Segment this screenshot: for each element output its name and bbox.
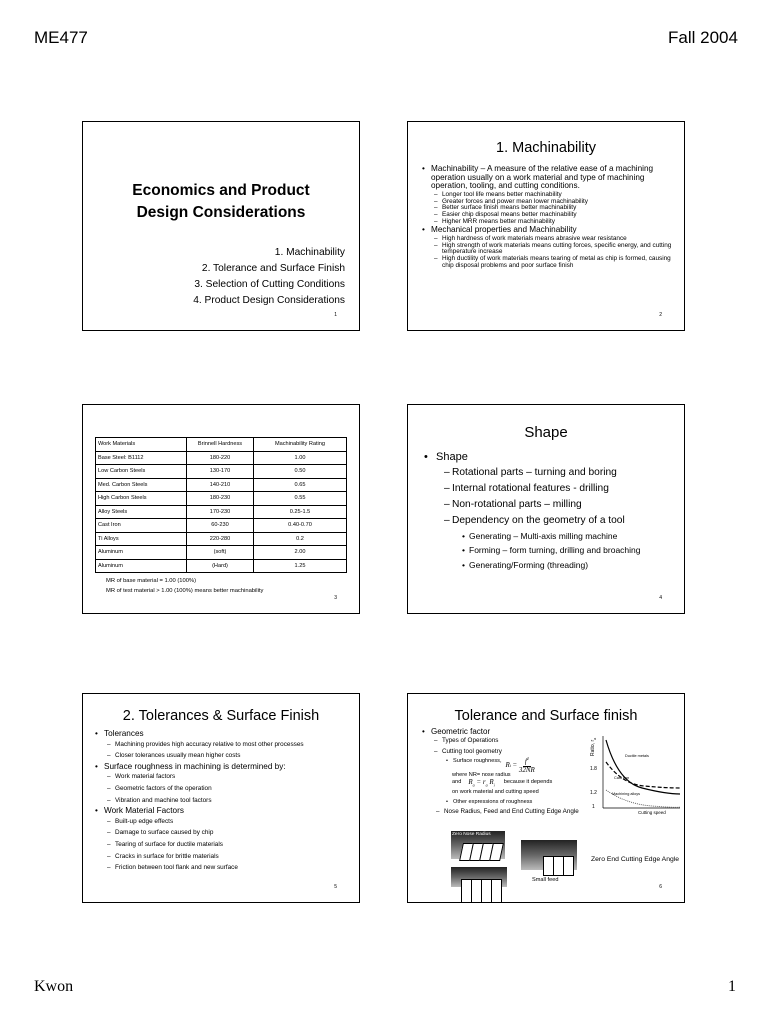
depends-text: on work material and cutting speed [452,789,539,796]
bullet: • Tolerances [95,729,144,738]
slide-4 [407,404,685,614]
formula-equals: = [512,761,517,770]
sub-bullet-text: Higher MRR means better machinability [442,217,555,225]
ratio-vs-speed-graph [592,732,682,822]
sub-bullet-text: Easier chip disposal means better machinability [442,210,577,218]
sub-bullet: – High strength of work materials means cutting forces, specific energy, and cutting temperature increase [422,243,676,256]
sub-sub-bullet-text: Generating/Forming (threading) [469,559,589,570]
course-header: ME477 [34,28,88,47]
bullet: • Surface roughness in machining is determined by: [95,761,286,771]
formula-where: where NR= nose radius [452,771,511,778]
sub-bullet: – Nose Radius, Feed and End Cutting Edge Angle [436,808,579,816]
bullet-text: Surface roughness in machining is determined by: [104,761,286,771]
bullet-text: Machinability – A measure of the relative ease of a machining operation usually on a work material and type of machining operation, tooling, and cutting conditions. [431,164,654,191]
table-row [96,532,347,546]
table-header: Machinability Rating [254,438,347,452]
table-cell: High Carbon Steels [96,492,187,506]
table-cell: 0.25-1.5 [254,505,347,519]
sub-sub-bullet-text: Generating – Multi-axis milling machine [469,530,618,541]
y-axis-label [590,738,597,756]
sub-bullet-text: Closer tolerances usually mean higher costs [115,752,241,760]
table-cell: Aluminum [96,546,187,560]
image-label: Zero Nose Radius [452,832,491,837]
because-text: because it depends [503,779,553,786]
ra-formula-ri-subscript: i [493,782,495,788]
table-cell: 140-210 [187,478,254,492]
sub-sub-bullet: • Generating/Forming (threading) [424,558,676,573]
slide-number: 2 [659,312,662,318]
sub-bullet: – Cracks in surface for brittle materials [95,851,351,863]
table-cell: Ti Alloys [96,532,187,546]
formula-subscript: i [509,763,511,769]
sub-bullet-text: High hardness of work materials means abrasive wear resistance [442,235,627,243]
slide-5-title: 2. Tolerances & Surface Finish [122,708,320,724]
slide-number: 1 [334,312,337,318]
bullet: • Machinability – A measure of the relative ease of a machining operation usually on a work material and type of machining operation, tooling, and cutting conditions. [422,165,676,191]
table-cell: 0.55 [254,492,347,506]
table-cell: 1.00 [254,451,347,465]
table-row [96,478,347,492]
series-label: Machining alloys [612,792,641,796]
sub-bullet: – Dependency on the geometry of a tool [424,513,676,529]
table-cell: Med. Carbon Steels [96,478,187,492]
table-row [96,451,347,465]
sub-sub-bullet-text: Surface roughness, [453,758,502,765]
sub-bullet-text: Nose Radius, Feed and End Cutting Edge Angle [444,808,579,816]
table-cell: 0.50 [254,465,347,479]
sub-bullet: – Closer tolerances usually mean higher costs [95,750,351,762]
author-footer: Kwon [34,978,74,995]
slide-6-body [422,728,592,817]
outline-item: 4. Product Design Considerations [193,295,345,306]
sub-bullet: – Rotational parts – turning and boring [424,465,676,481]
note: MR of test material > 1.00 (100%) means better machinability [106,588,264,594]
bullet: • Shape [424,451,468,463]
sub-bullet-text: Greater forces and power mean lower machinability [442,197,588,205]
ra-formula-ri: R [489,777,494,786]
formula-lhs: R [505,761,510,770]
ra-formula-lhs: R [468,777,473,786]
table-cell: Aluminum [96,559,187,573]
sub-bullet-text: Dependency on the geometry of a tool [452,514,625,526]
sub-bullet: – High ductility of work materials means tearing of metal as chip is formed, causing chip disposal problems and poor surface finish [422,256,676,269]
sub-sub-bullet: • Forming – form turning, drilling and broaching [424,543,676,558]
note: MR of base material = 1.00 (100%) [106,578,197,584]
slide-1-title [83,180,359,225]
table-cell: Alloy Steels [96,505,187,519]
outline-item: 3. Selection of Cutting Conditions [194,279,345,290]
tool-tooth [563,856,574,876]
x-axis-label: Cutting speed [638,810,666,815]
sub-bullet-text: Internal rotational features - drilling [452,482,609,494]
table-cell: 170-230 [187,505,254,519]
table-cell: (soft) [187,546,254,560]
bullet-text: Work Material Factors [104,806,184,816]
table-cell: 2.00 [254,546,347,560]
table-cell: 180-230 [187,492,254,506]
sub-bullet: – Vibration and machine tool factors [95,795,351,807]
fraction [519,757,535,773]
sub-bullet-text: Longer tool life means better machinability [442,190,562,198]
y-tick: 1 [592,804,595,810]
sub-bullet-text: Better surface finish means better machinability [442,204,577,212]
slide-4-body [424,452,676,572]
sub-bullet: – Non-rotational parts – milling [424,497,676,513]
ra-formula-subscript: a [472,782,475,788]
slide-2-title: 1. Machinability [496,140,596,156]
sub-bullet: – Types of Operations [422,736,592,747]
slide-2 [407,121,685,331]
sub-bullet-text: Geometric factors of the operation [115,785,212,792]
term-header: Fall 2004 [668,28,738,47]
slide-1 [82,121,360,331]
slide-6 [407,693,685,903]
sub-sub-bullet-text: Other expressions of roughness [453,799,533,806]
sub-bullet-text: Types of Operations [442,737,499,745]
sub-bullet-text: High ductility of work materials means tearing of metal as chip is formed, causing chip disposal problems and poor surface finish [442,255,671,269]
sub-bullets [422,192,676,226]
formula-exponent: 2 [526,756,529,762]
slide-1-title-line2: Design Considerations [136,204,306,222]
y-tick: 1.8 [590,766,597,772]
table-cell: 220-280 [187,532,254,546]
slide-5-body [95,730,351,874]
y-axis-label-sub: a [593,737,597,740]
formula-denominator: 32NR [518,765,535,774]
slide-1-title-line1: Economics and Product [132,182,310,199]
sub-bullet: – Greater forces and power mean lower machinability [434,197,588,205]
table-cell: 1.25 [254,559,347,573]
graph-svg [592,732,682,822]
table-cell: 180-220 [187,451,254,465]
sub-bullet-text: Friction between tool flank and new surface [115,864,238,872]
sub-bullet: – Easier chip disposal means better machinability [434,210,577,218]
table-cell: 0.2 [254,532,347,546]
table-cell: 0.40-0.70 [254,519,347,533]
outline-item: 1. Machinability [274,247,345,258]
sub-bullet-text: Damage to surface caused by chip [115,829,214,837]
sub-bullet: – Built-up edge effects [95,816,351,828]
ra-formula-ratio-subscript: a [485,782,488,788]
sub-bullets [95,739,351,762]
sub-bullets [424,465,676,529]
sub-bullet-text: Built-up edge effects [115,817,174,825]
table-header: Brinnell Hardness [187,438,254,452]
bullet-text: Shape [436,451,468,463]
bullet-text: Mechanical properties and Machinability [431,225,577,235]
sub-bullet: – High hardness of work materials means abrasive wear resistance [434,235,627,243]
cast-iron-curve [606,762,680,788]
page-number: 1 [728,978,736,995]
sub-bullet-text: Non-rotational parts – milling [452,498,582,510]
zero-ecea-image [521,840,577,876]
table-cell: Low Carbon Steels [96,465,187,479]
sub-bullet: – Longer tool life means better machinability [434,190,562,198]
bullet: • Work Material Factors [95,806,184,816]
sub-sub-bullet: • Surface roughness, R i = $\frac{f^2}{32NR}$ [446,756,535,774]
table-row [96,559,347,573]
sub-bullet-text: Vibration and machine tool factors [115,796,212,804]
sub-bullet-text: Rotational parts – turning and boring [452,466,617,478]
slide-6-title: Tolerance and Surface finish [454,708,638,724]
slide-2-body [422,165,676,270]
machinability-table [95,437,347,573]
table-cell: Cast Iron [96,519,187,533]
table-cell: 60-230 [187,519,254,533]
formula-ra-line [422,778,592,787]
sub-bullet: – Geometric factors of the operation [95,783,351,795]
bullet-text: Tolerances [104,729,144,738]
table-cell: (Hard) [187,559,254,573]
table-header-row [96,438,347,452]
sub-sub-bullet: • Other expressions of roughness [446,799,533,806]
sub-bullets [95,771,351,806]
tool-tooth [491,879,502,903]
slide-5 [82,693,360,903]
slide-number: 6 [659,884,662,890]
outline-item: 2. Tolerance and Surface Finish [201,263,345,274]
small-feed-label: Small feed [532,877,559,883]
table-cell: 130-170 [187,465,254,479]
sub-bullet-text: Work material factors [115,773,176,781]
table-row [96,492,347,506]
sub-bullet: – Better surface finish means better machinability [434,204,577,212]
table-header: Work Materials [96,438,187,452]
table-body [96,451,347,573]
sub-bullet-text: High strength of work materials means cutting forces, specific energy, and cutting temperature increase [442,241,672,256]
sub-bullet: – Friction between tool flank and new surface [95,862,351,874]
small-feed-image [451,867,507,903]
sub-bullet: – Tearing of surface for ductile materials [95,839,351,851]
sub-sub-bullet-text: Forming – form turning, drilling and broaching [469,545,641,556]
sub-bullet: – Internal rotational features - drilling [424,481,676,497]
table-notes [106,576,263,596]
table-cell: 0.65 [254,478,347,492]
sub-bullets [95,816,351,874]
table-row [96,519,347,533]
sub-bullet-text: Machining provides high accuracy relative to most other processes [115,740,304,748]
sub-bullet: – Cutting tool geometry [422,747,592,758]
sub-bullet: – Higher MRR means better machinability [434,217,555,225]
y-axis-label-text: Ratio, r [590,739,596,756]
series-label: Cast iron [614,776,630,780]
ra-formula-equals: = r [476,777,486,786]
sub-bullet: – Machining provides high accuracy relative to most other processes [95,739,351,751]
sub-bullet: – Damage to surface caused by chip [95,827,351,839]
sub-bullet: – Work material factors [95,771,351,783]
table-row [96,546,347,560]
sub-bullets [422,236,676,270]
slide-3 [82,404,360,614]
sub-bullet-text: Cutting tool geometry [442,747,502,755]
slide-number: 3 [334,595,337,601]
table-cell: Base Steel: B1112 [96,451,187,465]
slide-number: 5 [334,884,337,890]
and-word: and [452,779,462,786]
sub-bullet-text: Tearing of surface for ductile materials [115,840,223,848]
slide-4-title: Shape [524,424,568,441]
slide-1-outline [193,245,345,309]
formula-numerator: f [524,757,527,766]
bullet: • Mechanical properties and Machinability [422,225,577,235]
zero-nose-radius-image [451,831,505,861]
bullet: • Geometric factor [422,727,491,736]
table-row [96,505,347,519]
ra-formula [468,778,494,787]
y-tick: 1.2 [590,790,597,796]
bullet-text: Geometric factor [431,727,491,736]
sub-sub-bullet: • Generating – Multi-axis milling machine [424,529,676,544]
table-row [96,465,347,479]
zero-ecea-label: Zero End Cutting Edge Angle [591,856,680,863]
slide-number: 4 [659,595,662,601]
sub-bullet-text: Cracks in surface for brittle materials [115,852,219,860]
series-label: Ductile metals [625,754,649,758]
sub-sub-bullets [424,529,676,573]
